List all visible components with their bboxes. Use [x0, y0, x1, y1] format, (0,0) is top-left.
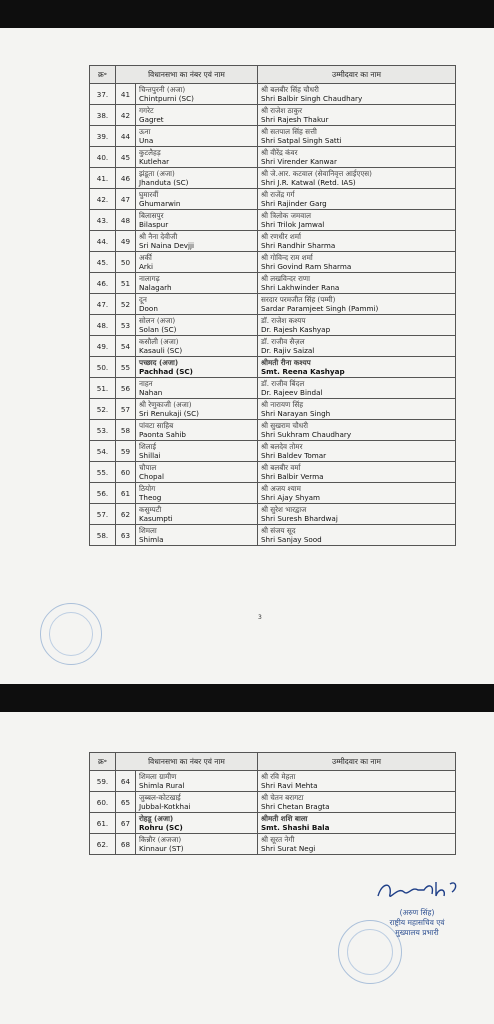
- constituency-name: [136, 834, 258, 855]
- constituency-name-hindi: किन्नौर (अजजा): [139, 835, 182, 844]
- constituency-name: [136, 168, 258, 189]
- header-constituency: विधानसभा का नंबर एवं नाम: [116, 753, 258, 771]
- constituency-name-english: Doon: [139, 304, 158, 313]
- candidate-name: [258, 462, 456, 483]
- constituency-name: [136, 399, 258, 420]
- table-row: [90, 189, 456, 210]
- constituency-name: [136, 357, 258, 378]
- constituency-number: 67: [116, 813, 136, 834]
- header-serial: क्र॰: [90, 66, 116, 84]
- constituency-name-english: Gagret: [139, 115, 164, 124]
- table-row: [90, 126, 456, 147]
- constituency-name-english: Solan (SC): [139, 325, 177, 334]
- candidate-name: [258, 399, 456, 420]
- constituency-number: 57: [116, 399, 136, 420]
- serial-number: 58.: [90, 525, 116, 546]
- candidate-name-hindi: डॉ. राजीव बिंदल: [261, 379, 305, 388]
- candidate-name-english: Shri Satpal Singh Satti: [261, 136, 342, 145]
- candidate-name: [258, 105, 456, 126]
- candidate-name-english: Shri Balbir Singh Chaudhary: [261, 94, 363, 103]
- candidate-table: [89, 752, 456, 855]
- serial-number: 60.: [90, 792, 116, 813]
- constituency-number: 48: [116, 210, 136, 231]
- constituency-name-hindi: शिमला ग्रामीण: [139, 772, 177, 781]
- candidate-name-english: Shri Sukhram Chaudhary: [261, 430, 352, 439]
- constituency-name: [136, 210, 258, 231]
- header-candidate: उम्मीदवार का नाम: [258, 753, 456, 771]
- serial-number: 42.: [90, 189, 116, 210]
- constituency-name: [136, 378, 258, 399]
- candidate-name: [258, 357, 456, 378]
- candidate-name-english: Shri Randhir Sharma: [261, 241, 336, 250]
- constituency-number: 41: [116, 84, 136, 105]
- constituency-name-hindi: कुटलैहड़: [139, 148, 161, 157]
- candidate-name-hindi: श्री सतपाल सिंह सत्ती: [261, 127, 317, 136]
- candidate-name-hindi: श्री बलबीर वर्मा: [261, 463, 301, 472]
- constituency-name: [136, 504, 258, 525]
- candidate-name: [258, 168, 456, 189]
- serial-number: 50.: [90, 357, 116, 378]
- candidate-name: [258, 420, 456, 441]
- candidate-name: [258, 147, 456, 168]
- table-row: [90, 273, 456, 294]
- candidate-name-hindi: श्री रवि मेहता: [261, 772, 296, 781]
- constituency-name: [136, 792, 258, 813]
- constituency-name-english: Sri Naina Devjji: [139, 241, 195, 250]
- candidate-name: [258, 771, 456, 792]
- serial-number: 48.: [90, 315, 116, 336]
- table-row: [90, 483, 456, 504]
- constituency-name: [136, 273, 258, 294]
- candidate-name-hindi: श्री वीरेंद्र कंवर: [261, 148, 298, 157]
- table-row: [90, 771, 456, 792]
- constituency-name-english: Sri Renukaji (SC): [139, 409, 199, 418]
- candidate-name-hindi: डॉ. राजेश कश्यप: [261, 316, 306, 325]
- candidate-name-hindi: श्री राजेश ठाकुर: [261, 106, 303, 115]
- constituency-name: [136, 294, 258, 315]
- constituency-name: [136, 336, 258, 357]
- candidate-name-english: Shri J.R. Katwal (Retd. IAS): [261, 178, 356, 187]
- header-serial: क्र॰: [90, 753, 116, 771]
- constituency-name-english: Shimla: [139, 535, 164, 544]
- candidate-name: [258, 504, 456, 525]
- candidate-name: [258, 252, 456, 273]
- table-header-row: [90, 753, 456, 771]
- constituency-name-hindi: झंडूता (अजा): [139, 169, 175, 178]
- serial-number: 52.: [90, 399, 116, 420]
- table-row: [90, 357, 456, 378]
- table-row: [90, 210, 456, 231]
- serial-number: 37.: [90, 84, 116, 105]
- candidate-name-english: Shri Govind Ram Sharma: [261, 262, 352, 271]
- candidate-name-english: Shri Virender Kanwar: [261, 157, 337, 166]
- candidate-name: [258, 441, 456, 462]
- candidate-name: [258, 294, 456, 315]
- constituency-name-english: Kasumpti: [139, 514, 173, 523]
- constituency-name-english: Arki: [139, 262, 154, 271]
- constituency-name: [136, 147, 258, 168]
- constituency-name: [136, 483, 258, 504]
- candidate-name: [258, 273, 456, 294]
- candidate-name-english: Shri Narayan Singh: [261, 409, 331, 418]
- table-header-row: [90, 66, 456, 84]
- table-row: [90, 378, 456, 399]
- candidate-name: [258, 525, 456, 546]
- candidate-name-hindi: श्री सूरत नेगी: [261, 835, 295, 844]
- constituency-name-hindi: शिलाई: [139, 442, 157, 451]
- candidate-name-english: Shri Surat Negi: [261, 844, 316, 853]
- table-row: [90, 834, 456, 855]
- constituency-name: [136, 315, 258, 336]
- serial-number: 39.: [90, 126, 116, 147]
- constituency-number: 58: [116, 420, 136, 441]
- serial-number: 41.: [90, 168, 116, 189]
- candidate-name-hindi: श्री सुखराम चौधरी: [261, 421, 309, 430]
- constituency-number: 49: [116, 231, 136, 252]
- constituency-name-english: Una: [139, 136, 154, 145]
- serial-number: 53.: [90, 420, 116, 441]
- constituency-name-english: Chopal: [139, 472, 164, 481]
- serial-number: 56.: [90, 483, 116, 504]
- serial-number: 55.: [90, 462, 116, 483]
- signatory-designation-2: मुख्यालय प्रभारी: [395, 928, 439, 937]
- signatory-designation-1: राष्ट्रीय महासचिव एवं: [389, 918, 445, 927]
- constituency-name-hindi: पच्छाद (अजा): [139, 358, 179, 367]
- serial-number: 40.: [90, 147, 116, 168]
- constituency-number: 61: [116, 483, 136, 504]
- constituency-name-hindi: सोलन (अजा): [139, 316, 176, 325]
- constituency-name-hindi: अर्की: [139, 253, 152, 262]
- constituency-number: 68: [116, 834, 136, 855]
- constituency-name-hindi: गगरेट: [139, 106, 154, 115]
- serial-number: 49.: [90, 336, 116, 357]
- document-page-2: [0, 712, 494, 1024]
- table-row: [90, 462, 456, 483]
- constituency-number: 46: [116, 168, 136, 189]
- candidate-name-hindi: श्री बलबीर सिंह चौधरी: [261, 85, 319, 94]
- constituency-name: [136, 231, 258, 252]
- candidate-name-english: Shri Lakhwinder Rana: [261, 283, 340, 292]
- constituency-name: [136, 771, 258, 792]
- serial-number: 54.: [90, 441, 116, 462]
- constituency-name-hindi: कसुम्पटी: [139, 505, 162, 514]
- signature-scribble: [372, 878, 462, 904]
- candidate-name-hindi: सरदार परमजीत सिंह (पम्मी): [261, 295, 336, 304]
- constituency-name-hindi: दून: [139, 295, 147, 304]
- constituency-number: 50: [116, 252, 136, 273]
- candidate-name-english: Shri Sanjay Sood: [261, 535, 322, 544]
- constituency-name-hindi: ठियोग: [139, 484, 156, 493]
- constituency-name: [136, 441, 258, 462]
- candidate-name-english: Shri Rajesh Thakur: [261, 115, 329, 124]
- candidate-name: [258, 834, 456, 855]
- candidate-name-english: Shri Balbir Verma: [261, 472, 324, 481]
- office-seal: [40, 603, 102, 665]
- candidate-name: [258, 315, 456, 336]
- candidate-name: [258, 378, 456, 399]
- constituency-number: 52: [116, 294, 136, 315]
- constituency-name-hindi: श्री नैना देवीजी: [139, 232, 178, 241]
- table-row: [90, 168, 456, 189]
- serial-number: 61.: [90, 813, 116, 834]
- serial-number: 45.: [90, 252, 116, 273]
- serial-number: 51.: [90, 378, 116, 399]
- table-row: [90, 441, 456, 462]
- table-row: [90, 252, 456, 273]
- constituency-name-english: Shimla Rural: [139, 781, 185, 790]
- candidate-name-hindi: डॉ. राजीव सैज़ल: [261, 337, 305, 346]
- candidate-name-english: Shri Baldev Tomar: [261, 451, 327, 460]
- candidate-name: [258, 189, 456, 210]
- candidate-name-hindi: श्री जे.आर. कटवाल (सेवानिवृत्त आईएएस): [261, 169, 372, 178]
- candidate-name-english: Smt. Reena Kashyap: [261, 367, 345, 376]
- constituency-name-hindi: श्री रेणुकाजी (अजा): [139, 400, 192, 409]
- header-constituency: विधानसभा का नंबर एवं नाम: [116, 66, 258, 84]
- candidate-name-english: Shri Ravi Mehta: [261, 781, 318, 790]
- constituency-name: [136, 252, 258, 273]
- serial-number: 57.: [90, 504, 116, 525]
- constituency-number: 60: [116, 462, 136, 483]
- header-candidate: उम्मीदवार का नाम: [258, 66, 456, 84]
- candidate-name: [258, 483, 456, 504]
- serial-number: 47.: [90, 294, 116, 315]
- table-row: [90, 105, 456, 126]
- constituency-name-hindi: बिलासपुर: [139, 211, 164, 220]
- constituency-name-english: Jubbal-Kotkhai: [139, 802, 191, 811]
- constituency-name-english: Kasauli (SC): [139, 346, 183, 355]
- constituency-name-english: Nahan: [139, 388, 163, 397]
- constituency-name-english: Theog: [139, 493, 162, 502]
- constituency-name-english: Chintpurni (SC): [139, 94, 194, 103]
- constituency-number: 42: [116, 105, 136, 126]
- constituency-number: 51: [116, 273, 136, 294]
- constituency-number: 45: [116, 147, 136, 168]
- constituency-name: [136, 84, 258, 105]
- serial-number: 62.: [90, 834, 116, 855]
- constituency-name-english: Bilaspur: [139, 220, 169, 229]
- candidate-name-english: Shri Suresh Bhardwaj: [261, 514, 338, 523]
- candidate-name-english: Shri Ajay Shyam: [261, 493, 320, 502]
- constituency-name-hindi: नाहन: [139, 379, 153, 388]
- constituency-number: 47: [116, 189, 136, 210]
- constituency-name-hindi: रोहडू (अजा): [139, 814, 174, 823]
- candidate-name-hindi: श्री चेतन बरागटा: [261, 793, 304, 802]
- candidate-name-english: Sardar Paramjeet Singh (Pammi): [261, 304, 379, 313]
- table-row: [90, 399, 456, 420]
- table-row: [90, 792, 456, 813]
- constituency-number: 55: [116, 357, 136, 378]
- candidate-name-english: Dr. Rajeev Bindal: [261, 388, 323, 397]
- candidate-name-hindi: श्री नारायण सिंह: [261, 400, 304, 409]
- candidate-name-hindi: श्री राजेंद्र गर्ग: [261, 190, 295, 199]
- table-row: [90, 231, 456, 252]
- constituency-name-english: Rohru (SC): [139, 823, 183, 832]
- table-row: [90, 84, 456, 105]
- candidate-name: [258, 792, 456, 813]
- constituency-name-hindi: जुब्बल-कोटखाई: [139, 793, 181, 802]
- table-row: [90, 525, 456, 546]
- candidate-name-hindi: श्री रणधीर शर्मा: [261, 232, 301, 241]
- constituency-name-hindi: चौपाल: [139, 463, 157, 472]
- constituency-name-hindi: शिमला: [139, 526, 157, 535]
- table-row: [90, 504, 456, 525]
- constituency-number: 62: [116, 504, 136, 525]
- constituency-number: 65: [116, 792, 136, 813]
- constituency-name-english: Jhanduta (SC): [139, 178, 189, 187]
- signatory-name: (अरुण सिंह): [399, 908, 435, 917]
- table-row: [90, 336, 456, 357]
- candidate-name: [258, 813, 456, 834]
- candidate-name: [258, 84, 456, 105]
- candidate-name-english: Dr. Rajesh Kashyap: [261, 325, 331, 334]
- constituency-name-english: Paonta Sahib: [139, 430, 186, 439]
- constituency-name: [136, 813, 258, 834]
- constituency-number: 44: [116, 126, 136, 147]
- constituency-name-hindi: नालागढ़: [139, 274, 160, 283]
- serial-number: 38.: [90, 105, 116, 126]
- constituency-name-english: Ghumarwin: [139, 199, 181, 208]
- candidate-name-english: Dr. Rajiv Saizal: [261, 346, 315, 355]
- candidate-name-hindi: श्री सुरेश भारद्वाज: [261, 505, 307, 514]
- serial-number: 43.: [90, 210, 116, 231]
- candidate-name-english: Shri Chetan Bragta: [261, 802, 330, 811]
- candidate-name-hindi: श्रीमती शशि बाला: [261, 814, 308, 823]
- page-number: 3: [258, 614, 262, 621]
- constituency-name-english: Shillai: [139, 451, 161, 460]
- constituency-number: 64: [116, 771, 136, 792]
- constituency-name-english: Kinnaur (ST): [139, 844, 184, 853]
- constituency-name: [136, 420, 258, 441]
- table-row: [90, 420, 456, 441]
- constituency-name-hindi: पांवटा साहिब: [139, 421, 174, 430]
- constituency-name: [136, 189, 258, 210]
- table-row: [90, 315, 456, 336]
- constituency-name-hindi: ऊना: [139, 127, 151, 136]
- constituency-name-hindi: घुमारवीं: [139, 190, 159, 199]
- constituency-name-hindi: कसौली (अजा): [139, 337, 179, 346]
- constituency-name: [136, 525, 258, 546]
- candidate-name-hindi: श्री लखविन्दर राणा: [261, 274, 310, 283]
- table-row: [90, 813, 456, 834]
- candidate-name: [258, 231, 456, 252]
- candidate-name-hindi: श्री गोविन्द राम शर्मा: [261, 253, 313, 262]
- serial-number: 59.: [90, 771, 116, 792]
- constituency-name: [136, 462, 258, 483]
- constituency-number: 56: [116, 378, 136, 399]
- constituency-name: [136, 126, 258, 147]
- candidate-name-hindi: श्री अजय श्याम: [261, 484, 301, 493]
- constituency-number: 53: [116, 315, 136, 336]
- candidate-table: [89, 65, 456, 546]
- document-page-1: [0, 28, 494, 684]
- candidate-name-hindi: श्री बलदेव तोमर: [261, 442, 303, 451]
- candidate-name-english: Shri Trilok Jamwal: [261, 220, 325, 229]
- candidate-name-english: Smt. Shashi Bala: [261, 823, 330, 832]
- constituency-number: 59: [116, 441, 136, 462]
- candidate-name: [258, 126, 456, 147]
- signature-block: [362, 878, 472, 938]
- table-row: [90, 294, 456, 315]
- candidate-name: [258, 336, 456, 357]
- table-row: [90, 147, 456, 168]
- constituency-number: 54: [116, 336, 136, 357]
- constituency-name: [136, 105, 258, 126]
- constituency-name-english: Pachhad (SC): [139, 367, 193, 376]
- constituency-name-english: Kutlehar: [139, 157, 170, 166]
- constituency-name-hindi: चिन्तपुरनी (अजा): [139, 85, 186, 94]
- serial-number: 44.: [90, 231, 116, 252]
- candidate-name-hindi: श्री संजय सूद: [261, 526, 296, 535]
- serial-number: 46.: [90, 273, 116, 294]
- candidate-name: [258, 210, 456, 231]
- constituency-number: 63: [116, 525, 136, 546]
- candidate-name-hindi: श्री त्रिलोक जमवाल: [261, 211, 311, 220]
- candidate-name-hindi: श्रीमती रीना कश्यप: [261, 358, 311, 367]
- candidate-name-english: Shri Rajinder Garg: [261, 199, 327, 208]
- constituency-name-english: Nalagarh: [139, 283, 172, 292]
- handwritten-signature: [362, 878, 472, 908]
